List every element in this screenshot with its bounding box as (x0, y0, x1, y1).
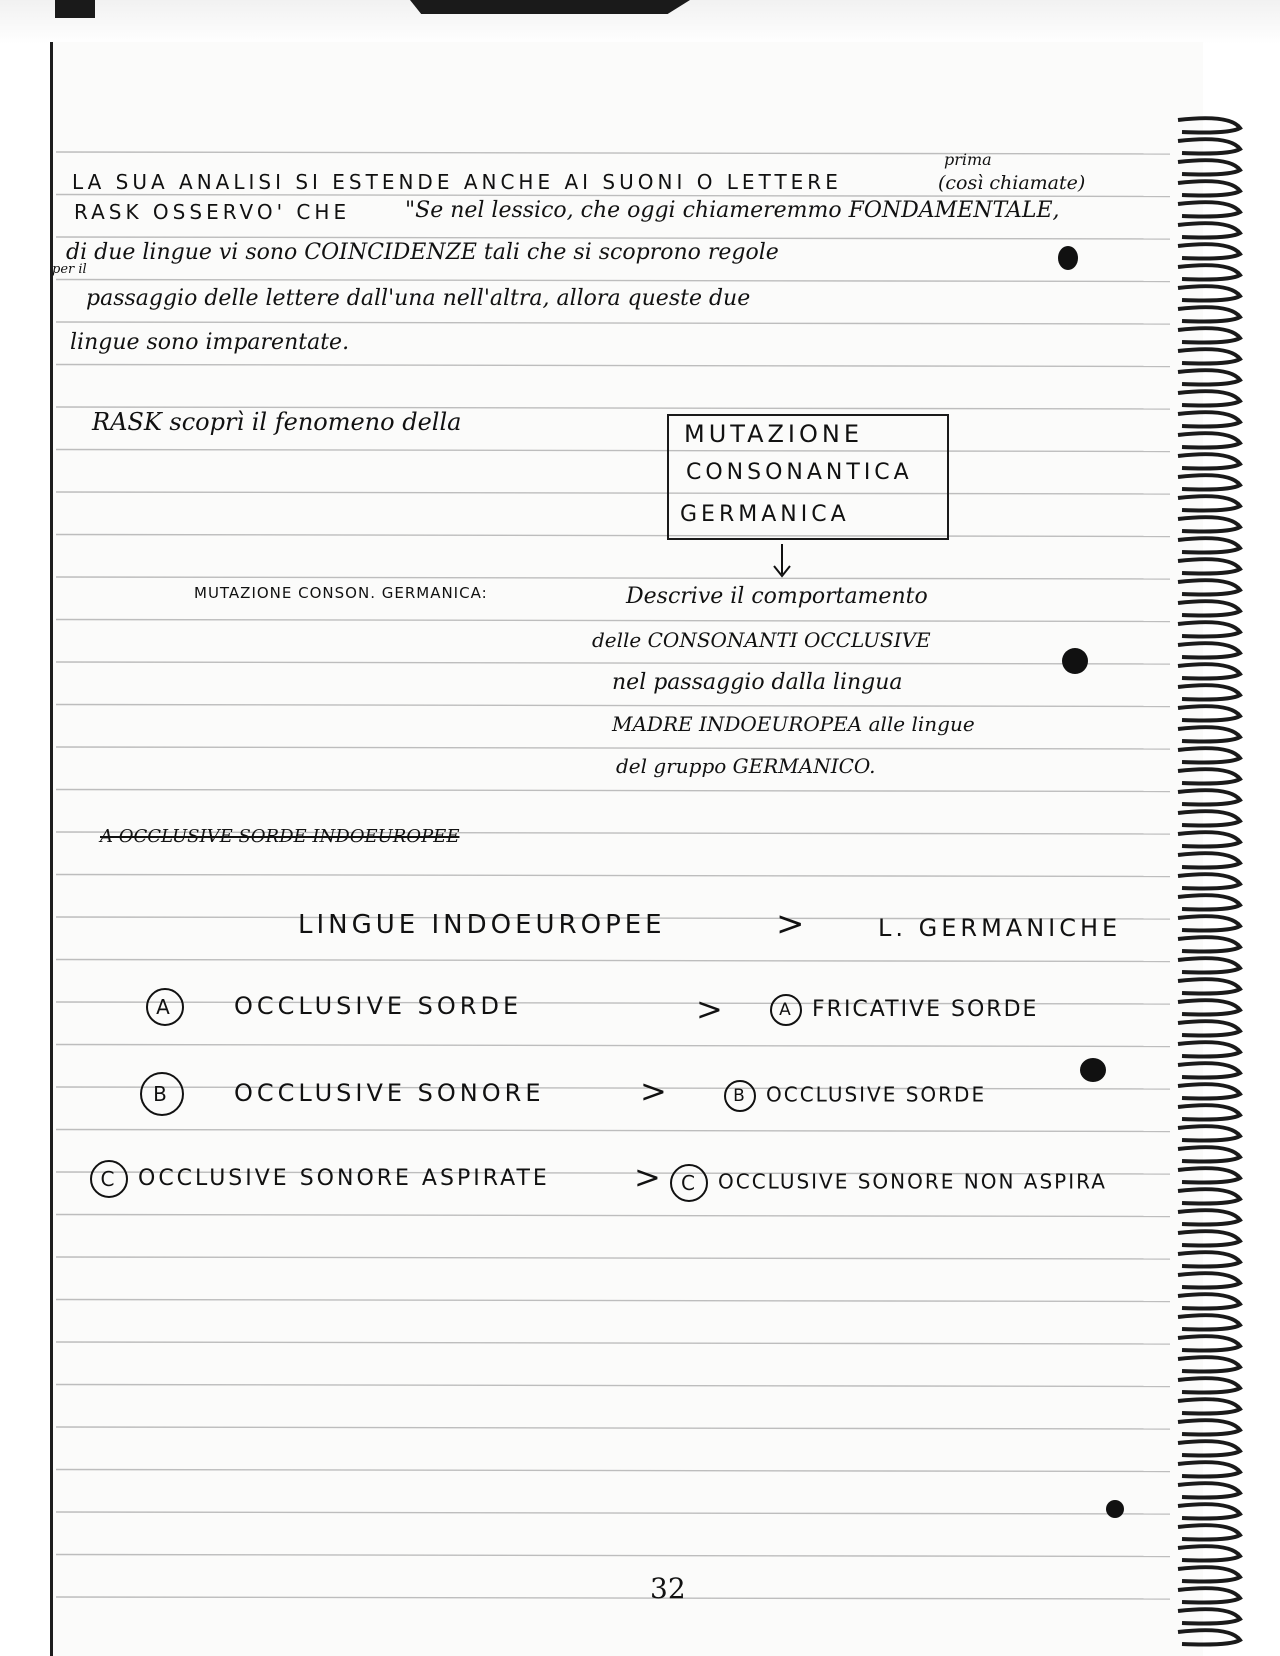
spiral-coil (1178, 223, 1240, 237)
definition-line-1: Descrive il comportamento (626, 584, 928, 609)
spiral-coil (1178, 1000, 1240, 1014)
note-line-3: di due lingue vi sono COINCIDENZE tali che si scoprono regole (66, 240, 779, 265)
spiral-coil (1178, 1252, 1240, 1266)
table-left-header: LINGUE INDOEUROPEE (298, 910, 666, 940)
ruled-line (56, 1342, 1170, 1344)
spiral-coil (1178, 370, 1240, 384)
spiral-coil (1178, 1294, 1240, 1308)
table-right-header: L. GERMANICHE (878, 914, 1122, 942)
row-label-b-right: B (724, 1080, 756, 1112)
ruled-line (56, 662, 1170, 664)
row-b-arrow: > (640, 1072, 667, 1110)
ruled-line (56, 1555, 1170, 1557)
ruled-line (56, 1045, 1170, 1047)
spiral-coil (1178, 853, 1240, 867)
spiral-coil (1178, 706, 1240, 720)
row-a-right: FRICATIVE SORDE (812, 997, 1039, 1022)
spiral-coil (1178, 748, 1240, 762)
spiral-coil (1178, 559, 1240, 573)
table-row (140, 1072, 544, 1116)
row-label-b: B (140, 1072, 184, 1116)
table-row (724, 1080, 986, 1112)
spiral-coil (1178, 601, 1240, 615)
struck-note: A OCCLUSIVE SORDE INDOEUROPEE (100, 826, 460, 847)
spiral-coil (1178, 895, 1240, 909)
spiral-coil (1178, 1126, 1240, 1140)
spiral-coil (1178, 160, 1240, 174)
ruled-line (56, 1130, 1170, 1132)
spiral-coil (1178, 1399, 1240, 1413)
row-label-c-right: C (670, 1164, 708, 1202)
spiral-coil (1178, 1273, 1240, 1287)
spiral-coil (1178, 685, 1240, 699)
spiral-coil (1178, 1063, 1240, 1077)
ruled-line (56, 577, 1170, 579)
spiral-coil (1178, 286, 1240, 300)
ruled-line (56, 1300, 1170, 1302)
spiral-coil (1178, 664, 1240, 678)
spiral-coil (1178, 328, 1240, 342)
spiral-coil (1178, 1210, 1240, 1224)
box-line-3: GERMANICA (680, 502, 850, 527)
ruled-line (56, 747, 1170, 749)
spiral-coil (1178, 412, 1240, 426)
spiral-coil (1178, 1504, 1240, 1518)
spiral-coil (1178, 1336, 1240, 1350)
row-label-a: A (146, 988, 184, 1026)
note-line-3-above: per il (52, 262, 87, 277)
page-number: 32 (650, 1572, 686, 1605)
spiral-coil (1178, 1147, 1240, 1161)
spiral-coil (1178, 1189, 1240, 1203)
spiral-coil (1178, 1231, 1240, 1245)
note-line-5: lingue sono imparentate. (70, 330, 350, 355)
spiral-coil (1178, 727, 1240, 741)
note-line-1-above: prima (944, 150, 992, 169)
spiral-coil (1178, 1609, 1240, 1623)
spiral-coil (1178, 517, 1240, 531)
spiral-coil (1178, 391, 1240, 405)
ruled-line (56, 535, 1170, 537)
spiral-coil (1178, 1042, 1240, 1056)
row-c-left: OCCLUSIVE SONORE ASPIRATE (138, 1166, 550, 1191)
rask-sentence: RASK scoprì il fenomeno della (92, 408, 462, 436)
ruled-line (56, 1512, 1170, 1514)
box-line-2: CONSONANTICA (686, 460, 913, 485)
note-line-1-paren: (così chiamate) (938, 172, 1086, 194)
spiral-coil (1178, 937, 1240, 951)
note-line-4: passaggio delle lettere dall'una nell'altra, allora queste due (86, 286, 751, 311)
spiral-coil (1178, 580, 1240, 594)
ruled-line (56, 620, 1170, 622)
ruled-line (56, 450, 1170, 452)
spiral-coil (1178, 265, 1240, 279)
spiral-coil (1178, 979, 1240, 993)
ruled-line (56, 1597, 1170, 1599)
ruled-line (56, 322, 1170, 324)
spiral-coil (1178, 1105, 1240, 1119)
ruled-line (56, 492, 1170, 494)
table-row (146, 988, 522, 1026)
definition-line-3: nel passaggio dalla lingua (612, 670, 903, 695)
spiral-coil (1178, 916, 1240, 930)
spiral-coil (1178, 769, 1240, 783)
header-arrow: > (776, 904, 805, 944)
row-b-right: OCCLUSIVE SORDE (766, 1082, 987, 1107)
spiral-coil (1178, 118, 1240, 132)
spiral-coil (1178, 958, 1240, 972)
row-a-left: OCCLUSIVE SORDE (234, 992, 523, 1020)
spiral-coil (1178, 1462, 1240, 1476)
spiral-coil (1178, 790, 1240, 804)
spiral-coil (1178, 811, 1240, 825)
spiral-coil (1178, 1168, 1240, 1182)
spiral-binding (1170, 110, 1280, 1656)
table-row (770, 994, 1038, 1026)
spiral-coil (1178, 1420, 1240, 1434)
spiral-coil (1178, 244, 1240, 258)
table-row (90, 1160, 550, 1198)
row-label-a-right: A (770, 994, 802, 1026)
spiral-coil (1178, 202, 1240, 216)
row-c-arrow: > (634, 1158, 661, 1196)
row-c-right: OCCLUSIVE SONORE NON ASPIRA (718, 1169, 1107, 1194)
ink-blot (1106, 1500, 1124, 1518)
spiral-coil (1178, 1315, 1240, 1329)
ink-blot (1058, 246, 1078, 270)
note-line-1: LA SUA ANALISI SI ESTENDE ANCHE AI SUONI O LETTERE (72, 170, 842, 194)
ruled-line (56, 237, 1170, 239)
row-b-left: OCCLUSIVE SONORE (234, 1079, 545, 1107)
box-line-1: MUTAZIONE (684, 420, 864, 448)
table-row (670, 1164, 1107, 1202)
ruled-line (56, 1215, 1170, 1217)
spiral-coil (1178, 496, 1240, 510)
spiral-coil (1178, 622, 1240, 636)
spiral-coil (1178, 832, 1240, 846)
ruled-line (56, 1427, 1170, 1429)
spiral-coil (1178, 1021, 1240, 1035)
note-line-2-b: "Se nel lessico, che oggi chiameremmo FONDAMENTALE, (405, 198, 1060, 223)
spiral-coil (1178, 139, 1240, 153)
row-label-c: C (90, 1160, 128, 1198)
spiral-coil (1178, 1630, 1240, 1644)
spiral-coil (1178, 1357, 1240, 1371)
spiral-coil (1178, 874, 1240, 888)
spiral-coil (1178, 1483, 1240, 1497)
ruled-line (56, 1470, 1170, 1472)
ruled-line (56, 790, 1170, 792)
spiral-coil (1178, 538, 1240, 552)
ruled-line (56, 705, 1170, 707)
spiral-coil (1178, 454, 1240, 468)
ruled-line (56, 1385, 1170, 1387)
spiral-coil (1178, 1378, 1240, 1392)
ink-blot (1062, 648, 1088, 674)
definition-line-5: del gruppo GERMANICO. (616, 754, 876, 778)
spiral-coil (1178, 475, 1240, 489)
definition-term: MUTAZIONE CONSON. GERMANICA: (194, 584, 488, 602)
spiral-coil (1178, 1546, 1240, 1560)
spiral-coil (1178, 181, 1240, 195)
spiral-coil (1178, 433, 1240, 447)
ruled-line (56, 280, 1170, 282)
ink-blot (1080, 1058, 1106, 1082)
ruled-line (56, 195, 1170, 197)
definition-line-2: delle CONSONANTI OCCLUSIVE (592, 628, 931, 652)
spiral-coil (1178, 1525, 1240, 1539)
ruled-line (56, 960, 1170, 962)
spiral-coil (1178, 1567, 1240, 1581)
down-arrow-icon (770, 544, 794, 580)
definition-line-4: MADRE INDOEUROPEA alle lingue (612, 712, 975, 736)
ruled-line (56, 875, 1170, 877)
spiral-coil (1178, 349, 1240, 363)
spiral-coil (1178, 1441, 1240, 1455)
spiral-coil (1178, 1588, 1240, 1602)
note-line-2-a: RASK OSSERVO' CHE (74, 200, 351, 224)
ruled-line (56, 365, 1170, 367)
spiral-coil (1178, 643, 1240, 657)
row-a-arrow: > (696, 990, 723, 1028)
ruled-line (56, 1257, 1170, 1259)
spiral-coil (1178, 307, 1240, 321)
ruled-line (56, 152, 1170, 154)
spiral-coil (1178, 1084, 1240, 1098)
